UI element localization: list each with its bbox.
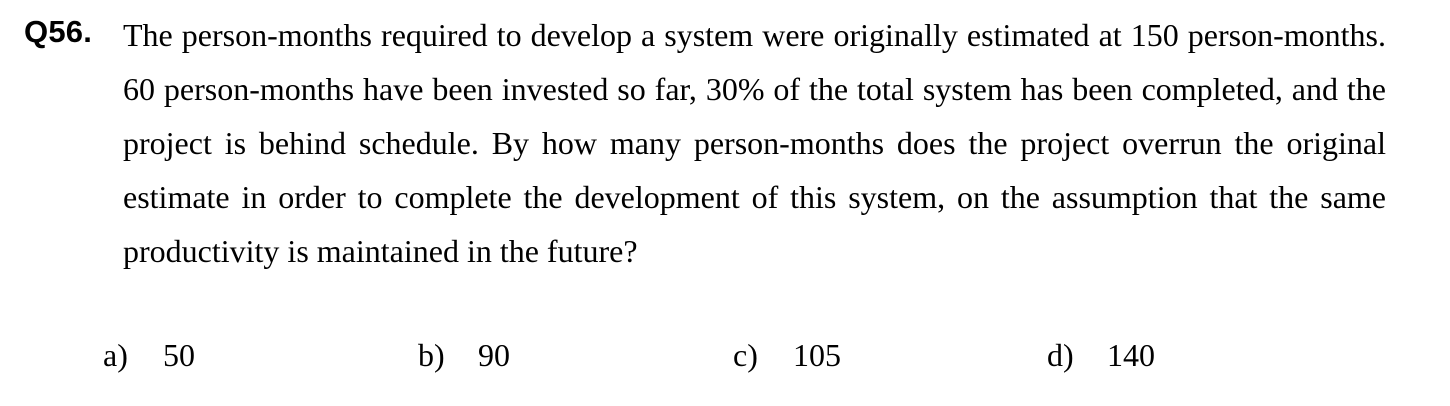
option-value: 50 bbox=[163, 337, 195, 373]
option-value: 140 bbox=[1107, 337, 1155, 373]
option-label: d) bbox=[1047, 337, 1074, 373]
option-label: b) bbox=[418, 337, 445, 373]
option-label: a) bbox=[103, 337, 128, 373]
answer-option-c bbox=[733, 332, 841, 378]
option-value: 90 bbox=[478, 337, 510, 373]
question-text: The person-months required to develop a system were originally estimated at 150 person-months. 60 person-months have been invested so far, 30% of the total system has been completed, and the project is behind schedule. By how many person-months does the project overrun the original estimate in order to complete the development of this system, on the assumption that the same productivity is maintained in the future? bbox=[123, 17, 1386, 269]
answer-option-b bbox=[418, 332, 510, 378]
question-number: Q56. bbox=[24, 14, 93, 49]
answer-option-d bbox=[1047, 332, 1155, 378]
option-label: c) bbox=[733, 337, 758, 373]
option-value: 105 bbox=[793, 337, 841, 373]
answer-option-a bbox=[103, 332, 195, 378]
